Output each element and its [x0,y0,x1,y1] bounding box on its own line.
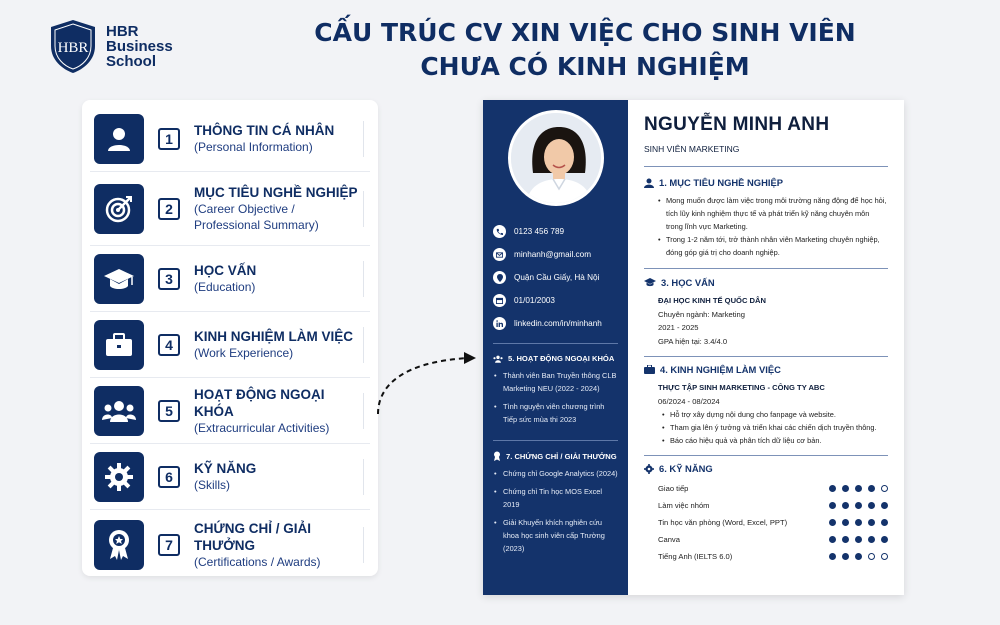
skill-rating [829,519,888,526]
rating-dot-filled [842,536,849,543]
education-major: Chuyên ngành: Marketing [658,309,745,319]
rating-dot-filled [868,519,875,526]
rating-dot-empty [881,485,888,492]
step-number: 6 [158,466,180,488]
phone-icon [493,225,506,238]
calendar-icon [493,294,506,307]
cv-sidebar [483,100,628,595]
list-item: • Tình nguyện viên chương trình Tiếp sức mùa thi 2023 [493,400,618,426]
step-number: 4 [158,334,180,356]
shield-icon [48,18,98,74]
objective-list [644,194,888,259]
step-number: 1 [158,128,180,150]
contact-dob: 01/01/2003 [514,296,555,305]
list-item: • Tham gia lên ý tưởng và triển khai các chiến dịch truyền thông. [662,421,888,434]
location-icon [493,271,506,284]
brand-name [106,24,173,69]
award-icon [493,451,501,461]
divider [644,166,888,167]
rating-dot-filled [868,502,875,509]
logo-mark-text: HBR [57,40,89,56]
person-icon [94,114,144,164]
step-item [90,378,370,444]
step-item [90,106,370,172]
experience-position: THỰC TẬP SINH MARKETING - CÔNG TY ABC [658,383,825,392]
education-years: 2021 - 2025 [658,323,699,332]
education-heading [644,277,888,288]
skills-title: 6. KỸ NĂNG [659,463,713,474]
experience-list [644,408,888,447]
step-number: 7 [158,534,180,556]
skill-name: Giao tiếp [658,484,689,493]
divider [363,393,364,429]
skills-list [644,480,888,565]
step-item [90,510,370,580]
brand-line3: School [106,52,157,70]
step-subtitle: (Career Objective / Professional Summary) [194,202,319,232]
contact-linkedin: linkedin.com/in/minhanh [514,319,602,328]
certs-heading [493,451,618,461]
contact-phone: 0123 456 789 [514,227,565,236]
step-subtitle: (Personal Information) [194,140,313,154]
skill-name: Tiếng Anh (IELTS 6.0) [658,552,733,561]
divider [363,459,364,495]
divider [363,121,364,157]
rating-dot-filled [855,536,862,543]
education-details [644,294,888,348]
list-item: • Trong 1-2 năm tới, trở thành nhân viên Marketing chuyên nghiệp, đóng góp giá trị cho doanh nghiệp. [658,233,888,259]
step-title: KỸ NĂNG [194,461,257,476]
divider [644,268,888,269]
divider [363,327,364,363]
rating-dot-filled [842,553,849,560]
rating-dot-filled [829,519,836,526]
extracurricular-heading [493,354,618,363]
skill-row [658,531,888,548]
rating-dot-empty [881,553,888,560]
step-item [90,444,370,510]
education-gpa: GPA hiện tại: 3.4/4.0 [658,336,728,346]
list-item: • Chứng chỉ Tin học MOS Excel 2019 [493,485,618,511]
rating-dot-filled [855,553,862,560]
step-subtitle: (Education) [194,280,256,294]
experience-title: 4. KINH NGHIỆM LÀM VIỆC [660,364,781,375]
rating-dot-filled [881,502,888,509]
step-title: MỤC TIÊU NGHỀ NGHIỆP [194,185,358,200]
skill-rating [829,485,888,492]
divider [363,191,364,227]
rating-dot-filled [842,502,849,509]
objective-heading [644,177,888,188]
brand-line2: Business [106,37,173,55]
skill-name: Làm việc nhóm [658,501,710,510]
step-subtitle: (Skills) [194,478,230,492]
gear-icon [644,464,654,474]
contact-email: minhanh@gmail.com [514,250,592,259]
graduation-cap-icon [94,254,144,304]
skill-name: Tin học văn phòng (Word, Excel, PPT) [658,518,788,527]
extracurricular-list [493,369,618,426]
skill-rating [829,536,888,543]
skills-heading [644,463,888,474]
target-icon [94,184,144,234]
page-title [190,16,980,84]
rating-dot-filled [842,485,849,492]
divider [493,440,618,441]
education-title: 3. HỌC VẤN [661,277,715,288]
contact-address: Quận Cầu Giấy, Hà Nội [514,273,600,282]
step-number: 2 [158,198,180,220]
step-item [90,312,370,378]
experience-heading [644,364,888,375]
cv-sample [483,100,904,595]
experience-period: 06/2024 - 08/2024 [658,396,720,406]
divider [363,261,364,297]
education-school: ĐẠI HỌC KINH TẾ QUỐC DÂN [658,296,766,305]
cv-main [628,100,904,595]
rating-dot-filled [855,485,862,492]
step-item [90,172,370,246]
skill-row [658,514,888,531]
group-icon [493,355,503,363]
step-title: THÔNG TIN CÁ NHÂN [194,123,335,138]
step-subtitle: (Work Experience) [194,346,294,360]
person-icon [644,178,654,188]
rating-dot-filled [868,485,875,492]
step-title: HOẠT ĐỘNG NGOẠI KHÓA [194,386,325,419]
list-item: • Chứng chỉ Google Analytics (2024) [493,467,618,480]
rating-dot-filled [829,553,836,560]
title-line1: CẤU TRÚC CV XIN VIỆC CHO SINH VIÊN [314,18,856,47]
certs-list [493,467,618,555]
certs-title: 7. CHỨNG CHỈ / GIẢI THƯỞNG [506,451,617,461]
list-item: • Hỗ trợ xây dựng nội dung cho fanpage và website. [662,408,888,421]
objective-title: 1. MỤC TIÊU NGHỀ NGHIỆP [659,177,783,188]
step-number: 3 [158,268,180,290]
avatar [508,110,604,206]
cv-structure-list [82,100,378,576]
step-subtitle: (Certifications / Awards) [194,555,321,569]
skill-rating [829,553,888,560]
rating-dot-filled [842,519,849,526]
skill-name: Canva [658,535,680,544]
list-item: • Báo cáo hiệu quả và phân tích dữ liệu cơ bản. [662,434,888,447]
rating-dot-filled [829,536,836,543]
linkedin-icon [493,317,506,330]
divider [644,356,888,357]
divider [363,527,364,563]
contact-info [493,220,618,335]
step-number: 5 [158,400,180,422]
cv-role: SINH VIÊN MARKETING [644,144,740,154]
dashed-arrow-icon [372,350,482,420]
title-line2: CHƯA CÓ KINH NGHIỆM [420,52,750,81]
skill-rating [829,502,888,509]
rating-dot-filled [881,536,888,543]
briefcase-icon [644,365,655,374]
rating-dot-filled [868,536,875,543]
cv-name: NGUYỄN MINH ANH [644,114,830,135]
experience-details [644,381,888,408]
list-item: • Mong muốn được làm việc trong môi trường năng động để học hỏi, tích lũy kinh nghiệm thực tế và phát triển kỹ năng chuyên môn trong lĩnh vực Marketing. [658,194,888,233]
rating-dot-filled [855,502,862,509]
group-icon [94,386,144,436]
skill-row [658,480,888,497]
step-item [90,246,370,312]
list-item: • Giải Khuyến khích nghiên cứu khoa học sinh viên cấp Trường (2023) [493,516,618,555]
skill-row [658,548,888,565]
graduation-cap-icon [644,278,656,287]
briefcase-icon [94,320,144,370]
skill-row [658,497,888,514]
divider [644,455,888,456]
gear-icon [94,452,144,502]
rating-dot-filled [855,519,862,526]
step-title: HỌC VẤN [194,263,257,278]
divider [493,343,618,344]
brand-line1: HBR [106,22,139,40]
rating-dot-filled [829,502,836,509]
rating-dot-empty [868,553,875,560]
email-icon [493,248,506,261]
extracurricular-title: 5. HOẠT ĐỘNG NGOẠI KHÓA [508,354,615,363]
step-subtitle: (Extracurricular Activities) [194,420,330,435]
award-icon [94,520,144,570]
step-title: KINH NGHIỆM LÀM VIỆC [194,329,354,344]
list-item: • Thành viên Ban Truyền thông CLB Marketing NEU (2022 - 2024) [493,369,618,395]
brand-logo [48,18,173,74]
rating-dot-filled [881,519,888,526]
step-title: CHỨNG CHỈ / GIẢI THƯỞNG [194,521,311,553]
rating-dot-filled [829,485,836,492]
